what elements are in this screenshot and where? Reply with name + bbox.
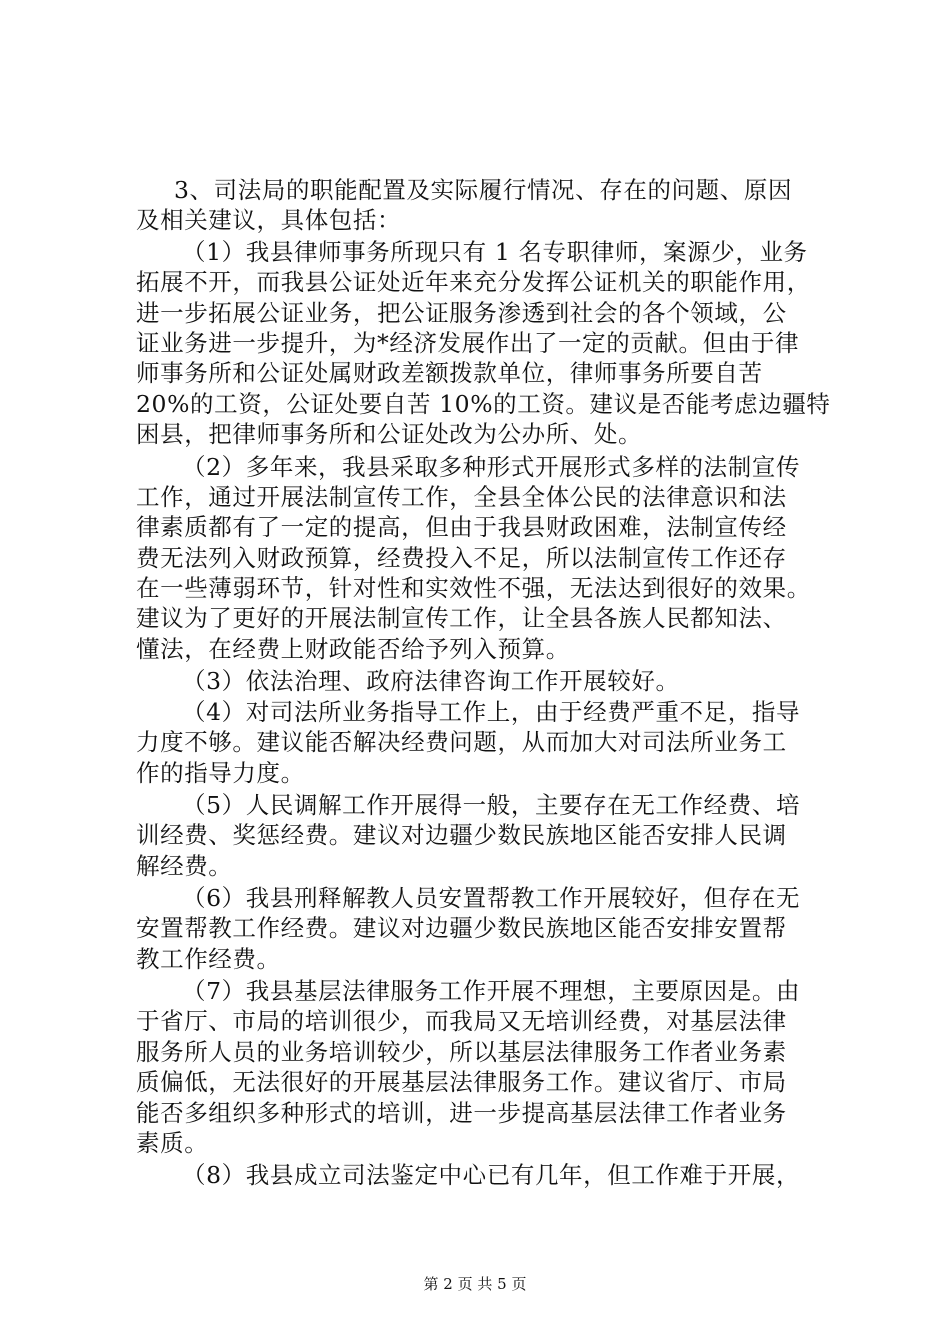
body-line: 及相关建议，具体包括：	[136, 206, 402, 234]
body-line: 服务所人员的业务培训较少，所以基层法律服务工作者业务素	[136, 1038, 787, 1066]
body-line: 能否多组织多种形式的培训，进一步提高基层法律工作者业务	[136, 1099, 787, 1127]
body-line: （6）我县刑释解教人员安置帮教工作开展较好，但存在无	[182, 884, 801, 912]
body-line: 进一步拓展公证业务，把公证服务渗透到社会的各个领域，公	[136, 299, 787, 327]
body-line: 训经费、奖惩经费。建议对边疆少数民族地区能否安排人民调	[136, 821, 787, 849]
body-line: 解经费。	[136, 852, 233, 880]
body-line: （4）对司法所业务指导工作上，由于经费严重不足，指导	[182, 698, 801, 726]
body-line: 师事务所和公证处属财政差额拨款单位，律师事务所要自苦	[136, 359, 763, 387]
body-line: 困县，把律师事务所和公证处改为公办所、处。	[136, 420, 643, 448]
body-line: 力度不够。建议能否解决经费问题，从而加大对司法所业务工	[136, 728, 787, 756]
body-line: （5）人民调解工作开展得一般，主要存在无工作经费、培	[182, 791, 801, 819]
body-line: 费无法列入财政预算，经费投入不足，所以法制宣传工作还存	[136, 544, 787, 572]
body-line: 建议为了更好的开展法制宣传工作，让全县各族人民都知法、	[136, 604, 787, 632]
body-line: 素质。	[136, 1129, 209, 1157]
body-line: 工作，通过开展法制宣传工作，全县全体公民的法律意识和法	[136, 483, 787, 511]
body-line: 证业务进一步提升，为*经济发展作出了一定的贡献。但由于律	[136, 329, 800, 357]
body-line: 在一些薄弱环节，针对性和实效性不强，无法达到很好的效果。	[136, 574, 811, 602]
body-line: 质偏低，无法很好的开展基层法律服务工作。建议省厅、市局	[136, 1068, 787, 1096]
body-line: 教工作经费。	[136, 945, 281, 973]
body-line: 20%的工资，公证处要自苦 10%的工资。建议是否能考虑边疆特	[136, 390, 831, 418]
body-line: （7）我县基层法律服务工作开展不理想，主要原因是。由	[182, 977, 801, 1005]
body-line: 于省厅、市局的培训很少，而我局又无培训经费，对基层法律	[136, 1007, 787, 1035]
body-line: 律素质都有了一定的提高，但由于我县财政困难，法制宣传经	[136, 513, 787, 541]
body-line: 作的指导力度。	[136, 759, 305, 787]
body-line: （2）多年来，我县采取多种形式开展形式多样的法制宣传	[182, 453, 801, 481]
body-line: 懂法，在经费上财政能否给予列入预算。	[136, 635, 570, 663]
body-line: （1）我县律师事务所现只有 1 名专职律师，案源少，业务	[182, 238, 808, 266]
body-line: （8）我县成立司法鉴定中心已有几年，但工作难于开展，	[182, 1161, 801, 1189]
page-footer: 第 2 页 共 5 页	[423, 1275, 527, 1293]
body-line: 安置帮教工作经费。建议对边疆少数民族地区能否安排安置帮	[136, 914, 787, 942]
body-line: 拓展不开，而我县公证处近年来充分发挥公证机关的职能作用，	[136, 268, 811, 296]
body-line: （3）依法治理、政府法律咨询工作开展较好。	[182, 667, 680, 695]
body-line: 3、司法局的职能配置及实际履行情况、存在的问题、原因	[174, 176, 793, 204]
